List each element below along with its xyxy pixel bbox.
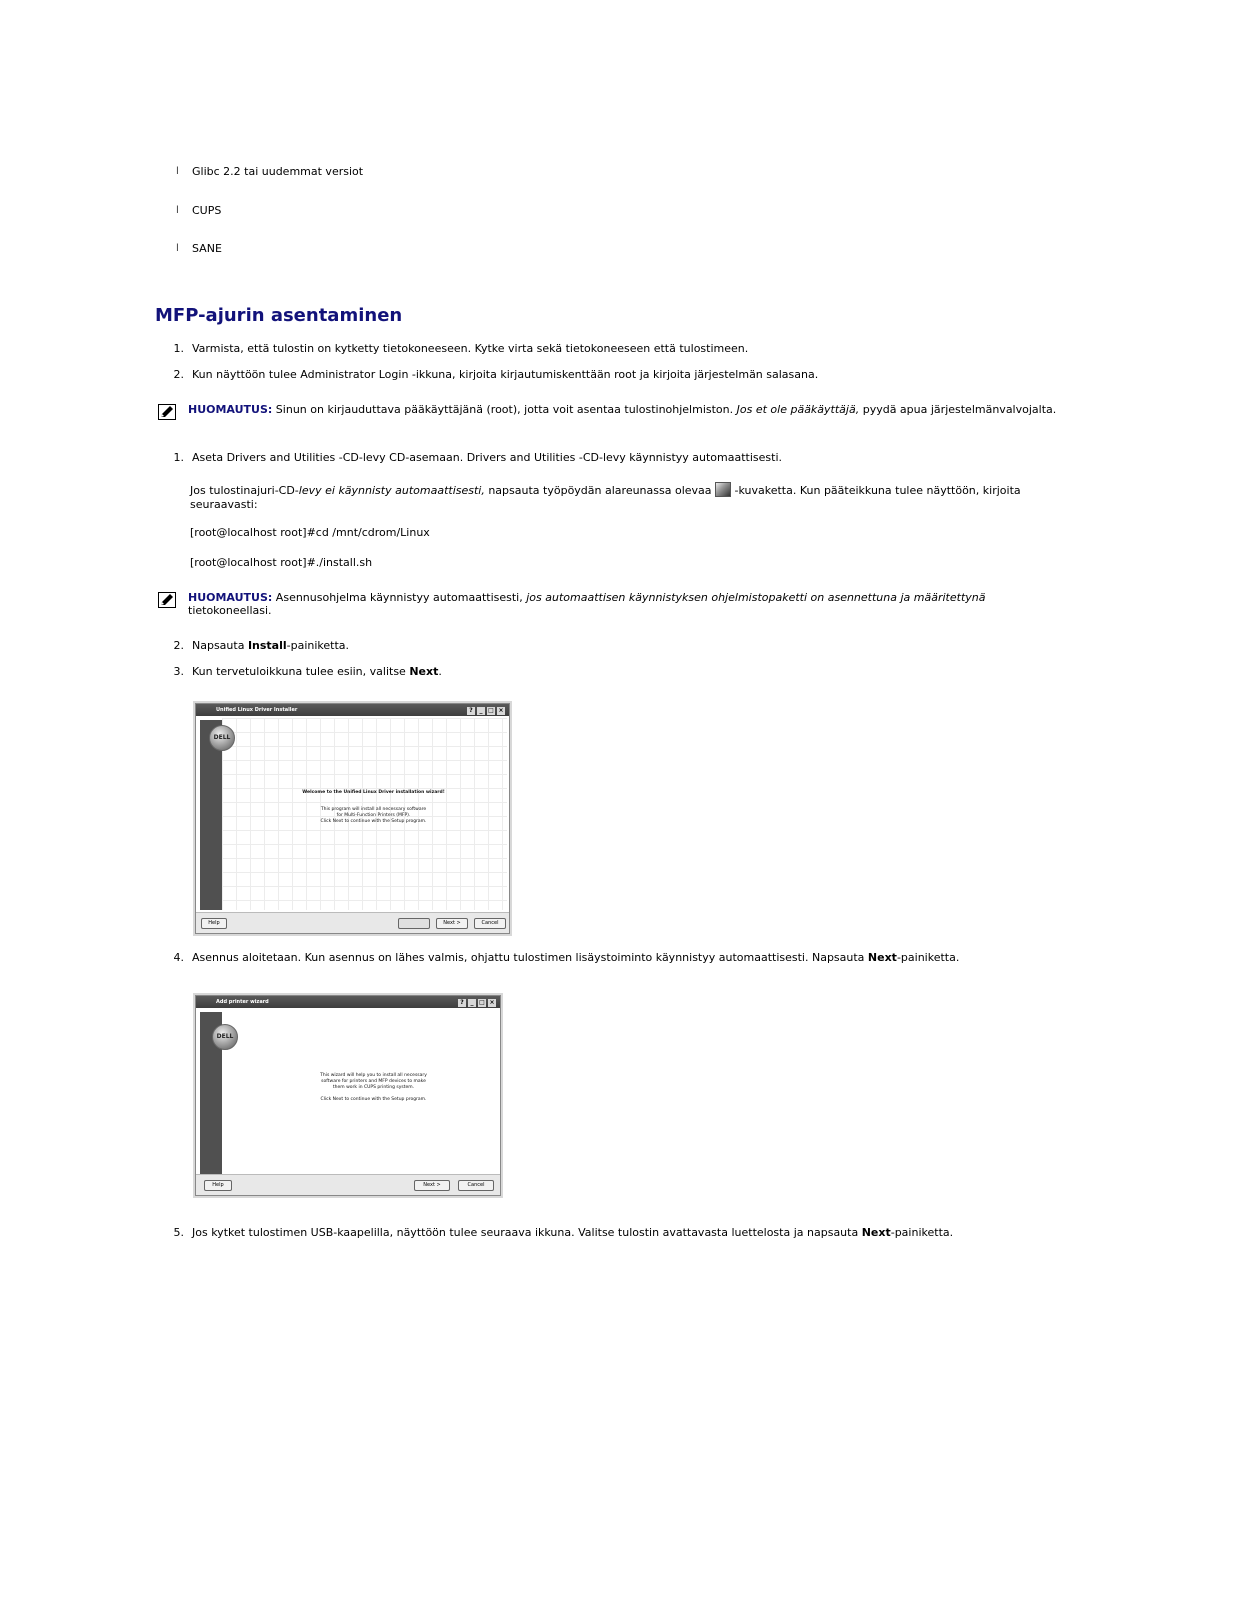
command-line: [root@localhost root]#cd /mnt/cdrom/Linux: [190, 526, 430, 539]
command-line: [root@localhost root]#./install.sh: [190, 556, 373, 569]
window-text-line: This program will install all necessary software: [320, 807, 427, 812]
window-titlebar: [196, 996, 500, 1008]
dell-logo: DELL: [212, 1024, 238, 1050]
note-block: [188, 591, 1068, 617]
note-text: pyydä apua järjestelmänvalvojalta.: [859, 403, 1057, 416]
window-title: Add printer wizard: [216, 999, 269, 1005]
next-button: Next >: [436, 918, 468, 929]
note-text: Asennusohjelma käynnistyy automaattisesti,: [272, 591, 527, 604]
paragraph-text-italic: levy ei käynnisty automaattisesti,: [298, 484, 485, 497]
terminal-icon: [715, 482, 731, 497]
step-text: Napsauta Install-painiketta.: [192, 639, 350, 652]
next-button: Next >: [414, 1180, 450, 1191]
cancel-button: Cancel: [474, 918, 506, 929]
note-text: tietokoneellasi.: [188, 604, 272, 617]
paragraph-text: Jos tulostinajuri-CD-: [190, 484, 299, 497]
note-pencil-icon: [158, 592, 176, 608]
step-text: Aseta Drivers and Utilities -CD-levy CD-asemaan. Drivers and Utilities -CD-levy käynnistyy automaattisesti.: [192, 451, 782, 464]
step-number: 1.: [173, 451, 184, 464]
window-text-line: software for printers and MFP devices to make: [321, 1079, 426, 1084]
window-footer: [196, 1174, 500, 1195]
add-printer-window-screenshot: [195, 995, 501, 1196]
paragraph-text: napsauta työpöydän alareunassa olevaa: [484, 484, 716, 497]
help-button: Help: [201, 918, 227, 929]
installer-window-screenshot: [195, 703, 510, 934]
window-controls: ? _ □ ×: [465, 705, 505, 717]
dell-logo: DELL: [209, 725, 235, 751]
step-text: Kun näyttöön tulee Administrator Login -ikkuna, kirjoita kirjautumiskenttään root ja kirjoita järjestelmän salasana.: [192, 368, 819, 381]
requirement-item: CUPS: [192, 204, 222, 217]
window-controls: ? _ □ ×: [456, 997, 496, 1009]
note-text: Sinun on kirjauduttava pääkäyttäjänä (root), jotta voit asentaa tulostinohjelmiston.: [272, 403, 737, 416]
bullet-marker: l: [176, 205, 179, 216]
note-text-italic: Jos et ole pääkäyttäjä,: [736, 403, 860, 416]
window-text-line: for Multi-Function Printers (MFP).: [336, 813, 411, 818]
note-label: HUOMAUTUS:: [188, 403, 273, 416]
paragraph-text: -kuvaketta. Kun pääteikkuna tulee näyttöön, kirjoita seuraavasti:: [190, 484, 1021, 511]
note-pencil-icon: [158, 404, 176, 420]
window-text-line: Click Next to continue with the Setup program.: [320, 1097, 427, 1102]
window-title: Unified Linux Driver Installer: [216, 707, 298, 713]
step-number: 3.: [173, 665, 184, 678]
cancel-button: Cancel: [458, 1180, 494, 1191]
section-heading: MFP-ajurin asentaminen: [155, 305, 403, 326]
requirement-item: Glibc 2.2 tai uudemmat versiot: [192, 165, 364, 178]
window-titlebar: [196, 704, 509, 716]
back-button: [398, 918, 430, 929]
window-text-line: This wizard will help you to install all necessary: [320, 1073, 427, 1078]
note-block: [188, 403, 1068, 416]
window-text-line: them work in CUPS printing system.: [332, 1085, 415, 1090]
step-number: 5.: [173, 1226, 184, 1239]
help-button: Help: [204, 1180, 232, 1191]
note-label: HUOMAUTUS:: [188, 591, 273, 604]
instruction-paragraph: [190, 482, 1070, 512]
step-number: 2.: [173, 639, 184, 652]
step-number: 1.: [173, 342, 184, 355]
requirement-item: SANE: [192, 242, 222, 255]
step-text: Kun tervetuloikkuna tulee esiin, valitse Next.: [192, 665, 442, 678]
step-number: 4.: [173, 951, 184, 964]
step-number: 2.: [173, 368, 184, 381]
bullet-marker: l: [176, 243, 179, 254]
bullet-marker: l: [176, 166, 179, 177]
step-text: Varmista, että tulostin on kytketty tietokoneeseen. Kytke virta sekä tietokoneeseen että tulostimeen.: [192, 342, 749, 355]
step-text: Jos kytket tulostimen USB-kaapelilla, näyttöön tulee seuraava ikkuna. Valitse tulostin avattavasta luettelosta ja napsauta Next-painiketta.: [192, 1226, 954, 1239]
welcome-heading: Welcome to the Unified Linux Driver installation wizard!: [302, 790, 445, 795]
window-footer: [196, 912, 509, 933]
window-text-line: Click Next to continue with the Setup program.: [320, 819, 427, 824]
note-text-italic: jos automaattisen käynnistyksen ohjelmistopaketti on asennettuna ja määritettynä: [526, 591, 986, 604]
step-text: Asennus aloitetaan. Kun asennus on lähes valmis, ohjattu tulostimen lisäystoiminto käynnistyy automaattisesti. Napsauta Next-painiketta.: [192, 951, 960, 964]
